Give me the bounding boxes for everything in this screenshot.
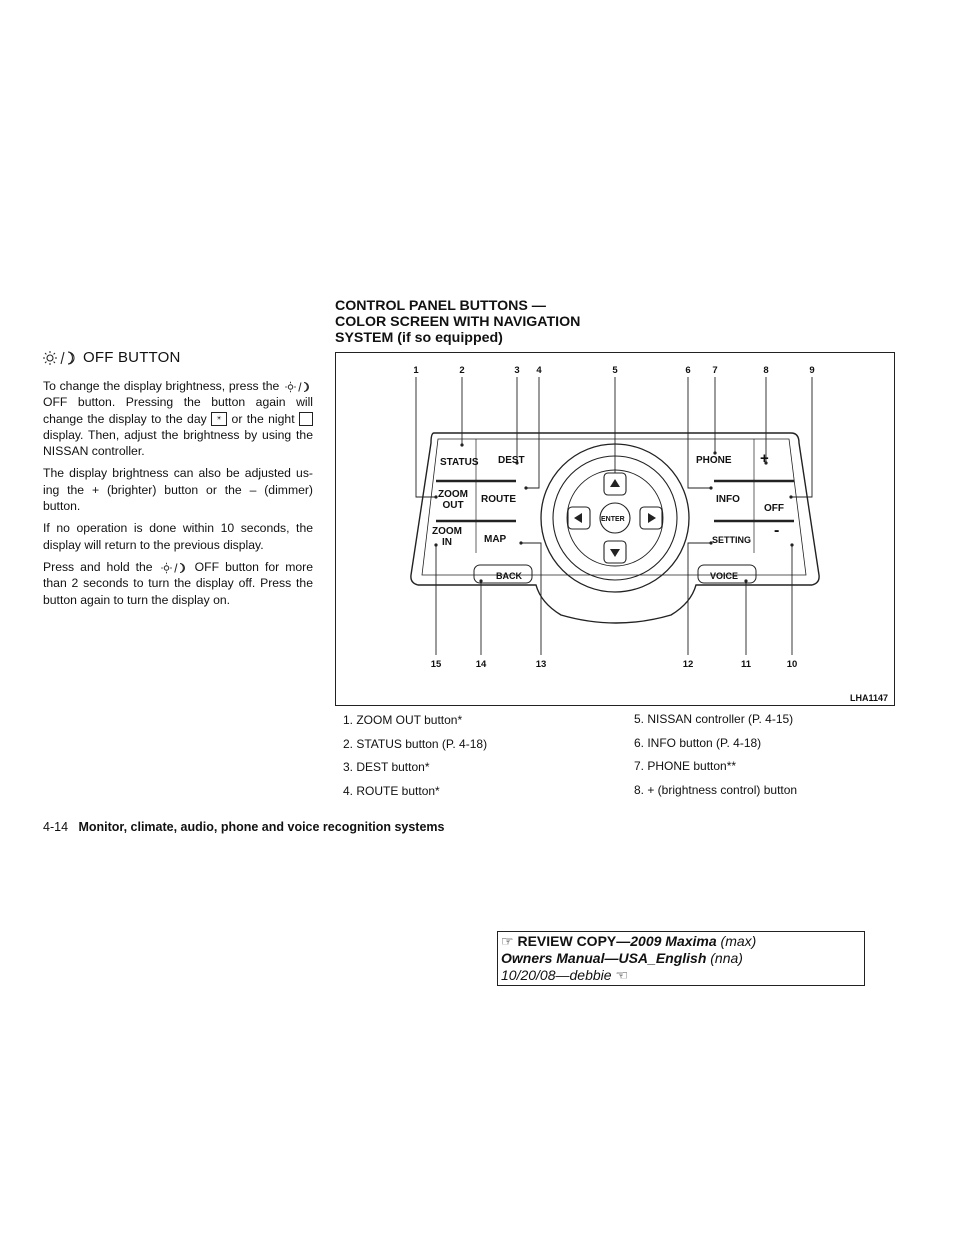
- section-title: Monitor, climate, audio, phone and voice recognition systems: [78, 820, 445, 834]
- list-item: 6. INFO button (P. 4-18): [634, 735, 762, 750]
- callout-number: 14: [475, 659, 487, 670]
- paragraph-1: To change the display brightness, press the OFF button. Pressing the button again will change the display to the day ☀ or the night display. Then, adjust the brightness by using the NISSAN controller.: [43, 379, 313, 459]
- callout-number: 3: [514, 365, 520, 376]
- list-item: 5. NISSAN controller (P. 4-15): [634, 712, 794, 726]
- control-panel-drawing: [336, 353, 894, 705]
- callout-number: 9: [809, 365, 815, 376]
- control-panel-figure: [335, 352, 895, 706]
- sun-moon-icon: [285, 381, 311, 393]
- figure-code: LHA1147: [849, 693, 888, 703]
- list-item: 8. + (brightness control) button: [634, 782, 798, 797]
- callout-number: 12: [682, 659, 694, 670]
- button-list-left: [343, 713, 487, 807]
- phone-button-label: PHONE: [696, 455, 732, 466]
- map-button-label: MAP: [484, 534, 507, 545]
- off-button-heading: [43, 349, 181, 366]
- sun-moon-icon: [43, 350, 77, 366]
- list-item: 7. PHONE button**: [634, 759, 737, 773]
- paragraph-2: The display brightness can also be adjusted us-ing the + (brighter) button or the – (dimmer) button.: [43, 466, 313, 514]
- enter-button-label: ENTER: [601, 516, 625, 523]
- list-item: 4. ROUTE button*: [343, 783, 440, 798]
- callout-number: 2: [459, 365, 465, 376]
- info-button-label: INFO: [716, 494, 740, 505]
- page-number: 4-14: [43, 820, 69, 834]
- callout-number: 8: [763, 365, 769, 376]
- paragraph-4: Press and hold the OFF button for more than 2 seconds to turn the display off. Press the button again to turn the display on.: [43, 559, 314, 607]
- callout-number: 6: [685, 365, 691, 376]
- callout-number: 4: [536, 365, 542, 376]
- callout-number: 15: [430, 659, 442, 670]
- route-button-label: ROUTE: [481, 494, 516, 505]
- off-button-title: OFF BUTTON: [83, 349, 181, 366]
- pointing-hand-icon: ☞: [501, 933, 514, 949]
- zoom-in-button-label: ZOOM IN: [432, 526, 462, 548]
- night-display-icon: [299, 412, 313, 426]
- sun-moon-icon: [161, 562, 187, 574]
- control-panel-heading: CONTROL PANEL BUTTONS — COLOR SCREEN WITH NAVIGATION SYSTEM (if so equipped): [335, 298, 581, 346]
- minus-button-label: -: [774, 522, 780, 539]
- callout-number: 10: [786, 659, 798, 670]
- callout-number: 13: [535, 659, 547, 670]
- button-list-right: [634, 712, 797, 806]
- dest-button-label: DEST: [498, 455, 525, 466]
- plus-button-label: +: [760, 450, 769, 467]
- callout-number: 5: [612, 365, 618, 376]
- pointing-hand-left-icon: ☜: [615, 967, 628, 983]
- callout-number: 7: [712, 365, 718, 376]
- setting-button-label: SETTING: [712, 535, 752, 545]
- list-item: 3. DEST button*: [343, 760, 430, 774]
- list-item: 1. ZOOM OUT button*: [343, 713, 463, 727]
- voice-button-label: VOICE: [710, 571, 739, 581]
- zoom-out-button-label: ZOOM OUT: [438, 489, 468, 511]
- status-button-label: STATUS: [440, 457, 479, 468]
- back-button-label: BACK: [496, 571, 522, 581]
- paragraph-3: If no operation is done within 10 seconds, the display will return to the previous display.: [43, 521, 313, 552]
- page-footer: [43, 820, 445, 834]
- day-display-icon: ☀: [211, 412, 227, 426]
- review-copy-box: ☞ REVIEW COPY—2009 Maxima (max) Owners Manual—USA_English (nna) 10/20/08—debbie ☜: [497, 931, 865, 986]
- callout-number: 11: [740, 659, 752, 670]
- list-item: 2. STATUS button (P. 4-18): [343, 736, 488, 751]
- off-button-label: OFF: [764, 503, 784, 514]
- callout-number: 1: [413, 365, 419, 376]
- off-button-body: [43, 378, 313, 614]
